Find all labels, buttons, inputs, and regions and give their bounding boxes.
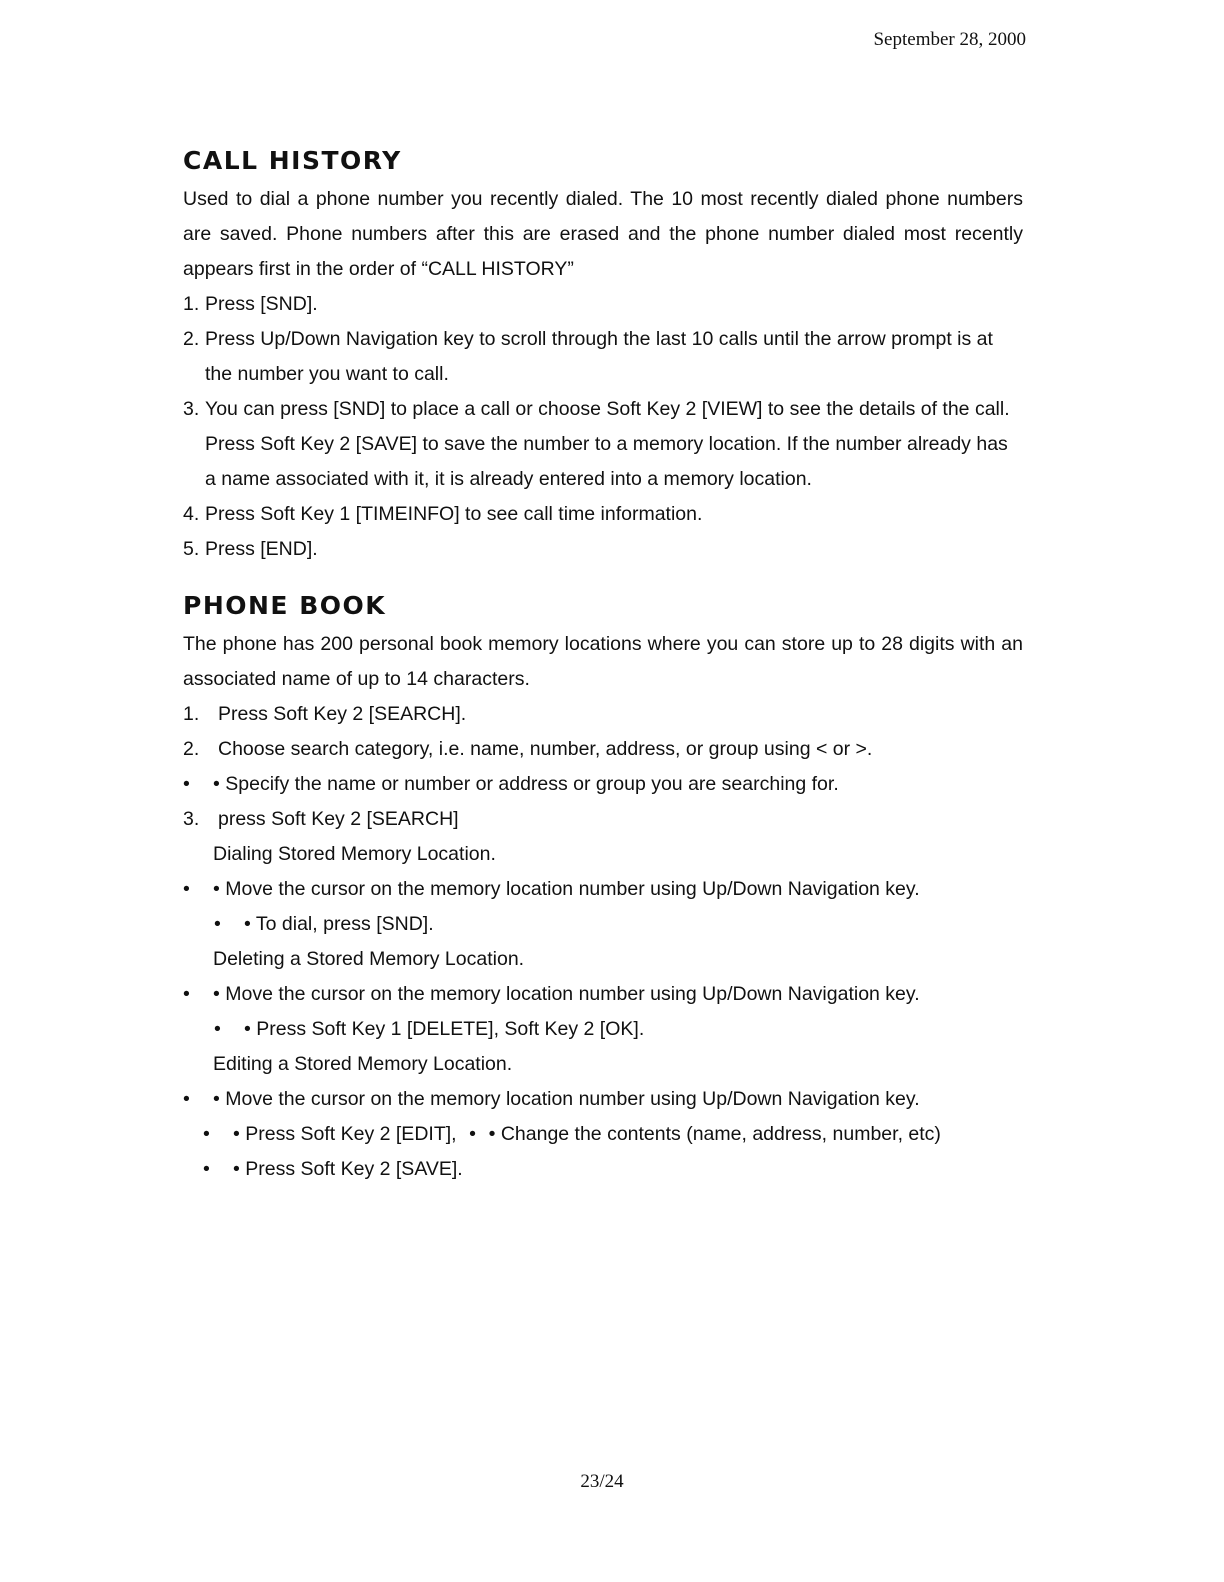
editing-save-bullet [183, 1152, 1023, 1187]
bullet-icon: • [469, 1123, 476, 1145]
deleting-heading: Deleting a Stored Memory Location. [213, 948, 525, 970]
step-text: Press [SND]. [205, 293, 318, 315]
step-number: 3. [183, 398, 200, 420]
step-text: Choose search category, i.e. name, number, address, or group using < or >. [218, 738, 873, 760]
call-history-step-2 [183, 322, 1023, 392]
editing-edit-bullet [183, 1117, 1023, 1152]
bullet-text: • Specify the name or number or address or group you are searching for. [213, 773, 839, 795]
step-number: 2. [183, 328, 200, 350]
call-history-step-5 [183, 532, 1023, 567]
step-text: Press [END]. [205, 538, 318, 560]
step-number: 1. [183, 703, 200, 725]
step-number: 1. [183, 293, 200, 315]
call-history-step-4 [183, 497, 1023, 532]
step-text: the number you want to call. [205, 363, 449, 385]
bullet-text: • Move the cursor on the memory location number using Up/Down Navigation key. [213, 1088, 920, 1110]
bullet-icon: • [183, 983, 190, 1005]
bullet-text: • Change the contents (name, address, number, etc) [488, 1123, 941, 1145]
bullet-icon: • [203, 1123, 210, 1145]
bullet-text: • Move the cursor on the memory location number using Up/Down Navigation key. [213, 878, 920, 900]
dialing-to-dial-bullet [183, 907, 1023, 942]
bullet-icon: • [214, 1018, 221, 1040]
step-text: You can press [SND] to place a call or choose Soft Key 2 [VIEW] to see the details of the call. [205, 398, 1010, 420]
bullet-text: • To dial, press [SND]. [244, 913, 434, 935]
bullet-icon: • [183, 1088, 190, 1110]
step-number: 5. [183, 538, 200, 560]
page-number: 23/24 [580, 1471, 624, 1492]
step-number: 3. [183, 808, 200, 830]
bullet-icon: • [183, 773, 190, 795]
editing-heading: Editing a Stored Memory Location. [213, 1053, 513, 1075]
editing-move-bullet [183, 1082, 1023, 1117]
phone-book-heading: PHONE BOOK [183, 591, 387, 620]
phone-book-bullet-specify [183, 767, 1023, 802]
call-history-step-3 [183, 392, 1023, 497]
dialing-move-bullet [183, 872, 1023, 907]
step-number: 4. [183, 503, 200, 525]
bullet-icon: • [214, 913, 221, 935]
call-history-intro: Used to dial a phone number you recently dialed. The 10 most recently dialed phone numbers are saved. Phone numbers after this are erased and the phone number dialed most recently appears first in the order of “CALL HISTORY” [183, 188, 1023, 280]
bullet-text: • Move the cursor on the memory location number using Up/Down Navigation key. [213, 983, 920, 1005]
phone-book-intro: The phone has 200 personal book memory locations where you can store up to 28 digits with an associated name of up to 14 characters. [183, 633, 1023, 690]
header-date: September 28, 2000 [873, 29, 1026, 50]
bullet-icon: • [203, 1158, 210, 1180]
step-text: Press Up/Down Navigation key to scroll through the last 10 calls until the arrow prompt is at [205, 328, 993, 350]
step-text: Press Soft Key 1 [TIMEINFO] to see call time information. [205, 503, 703, 525]
call-history-step-1 [183, 287, 1023, 322]
deleting-move-bullet [183, 977, 1023, 1012]
bullet-text: • Press Soft Key 2 [SAVE]. [233, 1158, 463, 1180]
bullet-text: • Press Soft Key 1 [DELETE], Soft Key 2 [OK]. [244, 1018, 645, 1040]
deleting-press-bullet [183, 1012, 1023, 1047]
step-text: a name associated with it, it is already entered into a memory location. [205, 468, 812, 490]
bullet-icon: • [183, 878, 190, 900]
phone-book-step-1 [183, 697, 1023, 732]
step-text: Press Soft Key 2 [SEARCH]. [218, 703, 467, 725]
step-text: Press Soft Key 2 [SAVE] to save the number to a memory location. If the number already has [205, 433, 1008, 455]
phone-book-step-2 [183, 732, 1023, 767]
step-number: 2. [183, 738, 200, 760]
page-content [183, 140, 1023, 1187]
phone-book-step-3 [183, 802, 1023, 837]
step-text: press Soft Key 2 [SEARCH] [218, 808, 459, 830]
call-history-heading: CALL HISTORY [183, 146, 402, 175]
bullet-text: • Press Soft Key 2 [EDIT], [233, 1123, 457, 1145]
dialing-heading: Dialing Stored Memory Location. [213, 843, 496, 865]
